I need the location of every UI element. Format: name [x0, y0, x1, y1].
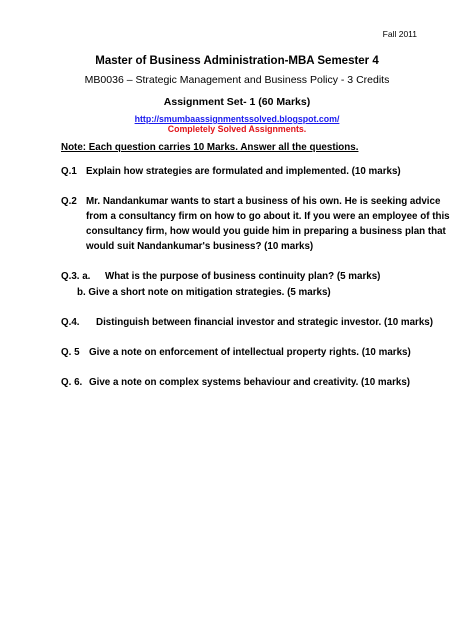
question-text: consultancy firm, how would you guide him in preparing a business plan that [86, 226, 446, 237]
assignment-set-heading: Assignment Set- 1 (60 Marks) [163, 96, 311, 108]
question-text: Give a note on complex systems behaviour and creativity. (10 marks) [89, 377, 411, 388]
question-number: Q. 5 [61, 347, 80, 358]
question-number: Q.4. [61, 317, 80, 328]
course-line: MB0036 – Strategic Management and Business Policy - 3 Credits [84, 74, 390, 86]
question-number: Q. 6. [61, 377, 83, 388]
question-number: Q.1 [61, 166, 77, 177]
question-text: Mr. Nandankumar wants to start a business of his own. He is seeking advice [86, 196, 441, 207]
question-text: b. Give a short note on mitigation strategies. (5 marks) [77, 287, 331, 298]
blog-link[interactable]: http://smumbaassignmentssolved.blogspot.com/ [134, 114, 340, 124]
question-text: Explain how strategies are formulated and implemented. (10 marks) [86, 166, 401, 177]
question-text: What is the purpose of business continuity plan? (5 marks) [105, 271, 381, 282]
question-text: would suit Nandankumar's business? (10 marks) [86, 241, 314, 252]
question-number: Q.3. a. [61, 271, 91, 282]
promo-text: Completely Solved Assignments. [167, 124, 307, 134]
question-text: Distinguish between financial investor and strategic investor. (10 marks) [96, 317, 434, 328]
question-text: Give a note on enforcement of intellectual property rights. (10 marks) [89, 347, 411, 358]
program-title: Master of Business Administration-MBA Semester 4 [95, 55, 379, 67]
instructions-note: Note: Each question carries 10 Marks. Answer all the questions. [61, 142, 359, 153]
question-text: from a consultancy firm on how to go about it. If you were an employee of this [86, 211, 450, 222]
question-number: Q.2 [61, 196, 77, 207]
term-label: Fall 2011 [382, 29, 417, 39]
